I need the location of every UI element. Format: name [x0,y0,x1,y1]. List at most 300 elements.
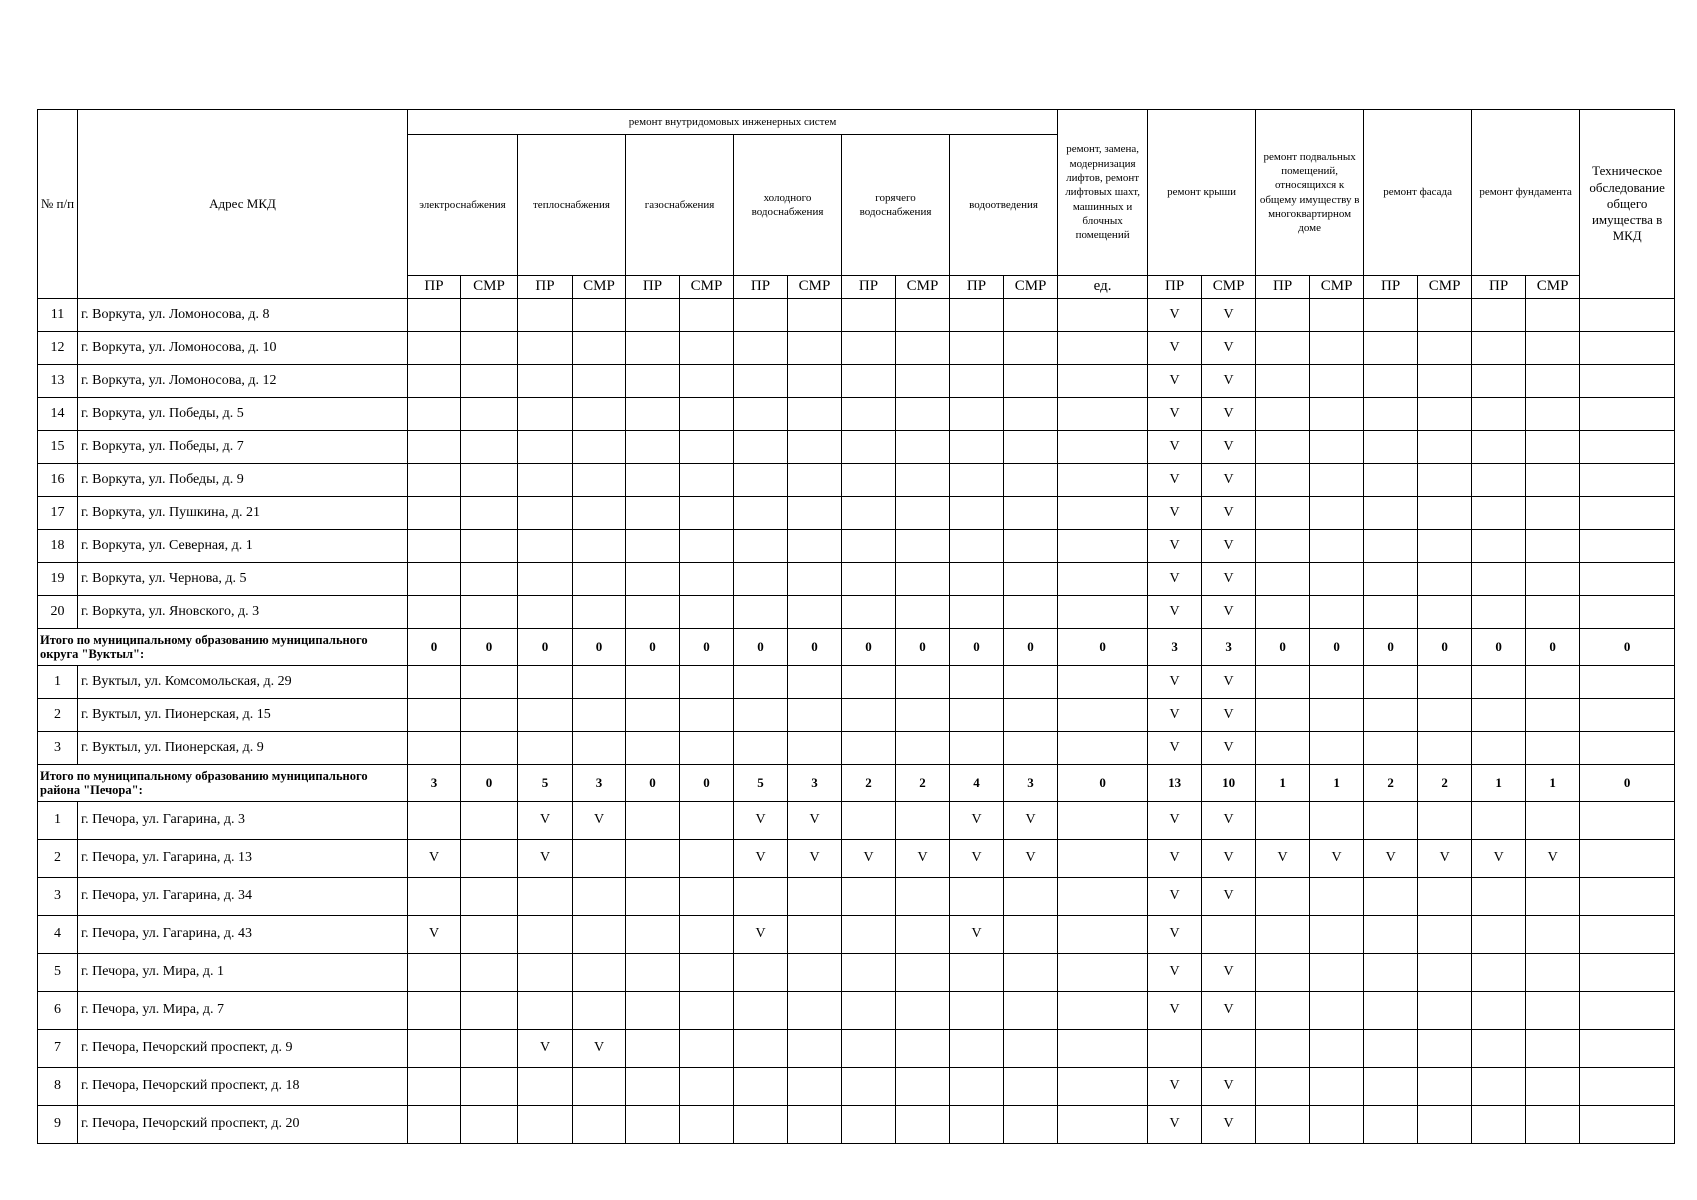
table-row [38,878,1675,916]
cell-value [950,530,1004,563]
cell-value [1526,398,1580,431]
row-address: г. Печора, Печорский проспект, д. 20 [78,1106,408,1144]
cell-value [1364,666,1418,699]
cell-value [950,299,1004,332]
cell-value: V [1148,299,1202,332]
row-address: г. Воркута, ул. Пушкина, д. 21 [78,497,408,530]
cell-value [1310,992,1364,1030]
cell-value [1256,878,1310,916]
cell-value [518,878,573,916]
cell-value [461,1030,518,1068]
subheader-smr-18: СМР [1418,276,1472,299]
cell-value [950,699,1004,732]
cell-value [1310,431,1364,464]
cell-value [950,1068,1004,1106]
cell-value: V [1202,497,1256,530]
cell-value [1418,666,1472,699]
cell-value [950,878,1004,916]
cell-value [1256,530,1310,563]
cell-value: V [1202,563,1256,596]
cell-value [518,666,573,699]
table-row [38,732,1675,765]
cell-value [1472,699,1526,732]
cell-value [788,916,842,954]
row-number: 2 [38,699,78,732]
cell-value [1580,732,1675,765]
cell-value [896,431,950,464]
cell-value [1310,916,1364,954]
cell-value [680,497,734,530]
capital-repair-table-sheet [37,109,1675,1144]
cell-value [680,332,734,365]
cell-value: V [1148,431,1202,464]
cell-value: V [1148,596,1202,629]
cell-value [1418,299,1472,332]
row-number: 12 [38,332,78,365]
cell-value: V [1148,1068,1202,1106]
cell-value [788,699,842,732]
cell-value [1364,992,1418,1030]
subheader-pr-6: ПР [734,276,788,299]
cell-value [842,1068,896,1106]
cell-value [1256,802,1310,840]
cell-value [1418,1030,1472,1068]
cell-value: 3 [1004,765,1058,802]
cell-value [1472,732,1526,765]
cell-value [896,497,950,530]
cell-value [1256,497,1310,530]
cell-value: V [573,1030,626,1068]
cell-value [1310,332,1364,365]
cell-value [1364,878,1418,916]
cell-value: V [1148,916,1202,954]
cell-value [1310,365,1364,398]
table-row [38,365,1675,398]
header-basement: ремонт подвальных помещений, относящихся к общему имуществу в многоквартирном доме [1256,110,1364,276]
cell-value [950,666,1004,699]
cell-value [680,699,734,732]
cell-value [896,699,950,732]
row-address: г. Воркута, ул. Чернова, д. 5 [78,563,408,596]
cell-value [1004,954,1058,992]
cell-value [842,878,896,916]
cell-value [734,596,788,629]
cell-value [896,992,950,1030]
cell-value [518,398,573,431]
cell-value [680,992,734,1030]
cell-value [1418,732,1472,765]
cell-value [842,563,896,596]
cell-value [896,954,950,992]
cell-value [1310,530,1364,563]
cell-value: 3 [1148,629,1202,666]
cell-value [626,1030,680,1068]
cell-value [461,530,518,563]
subheader-smr-3: СМР [573,276,626,299]
subheader-smr-7: СМР [788,276,842,299]
header-heat: теплоснабжения [518,135,626,276]
cell-value [1526,1106,1580,1144]
cell-value [461,365,518,398]
cell-value: 0 [461,765,518,802]
cell-value [734,563,788,596]
cell-value [1472,1106,1526,1144]
cell-value [734,1106,788,1144]
cell-value [1004,1030,1058,1068]
cell-value [518,732,573,765]
table-row [38,1030,1675,1068]
cell-value [461,596,518,629]
row-address: г. Воркута, ул. Победы, д. 9 [78,464,408,497]
cell-value [896,1106,950,1144]
row-number: 15 [38,431,78,464]
cell-value [1058,563,1148,596]
cell-value [1580,596,1675,629]
cell-value: 13 [1148,765,1202,802]
cell-value [573,398,626,431]
cell-value [1418,992,1472,1030]
row-address: г. Печора, Печорский проспект, д. 9 [78,1030,408,1068]
cell-value [1472,916,1526,954]
cell-value [680,916,734,954]
cell-value [896,464,950,497]
cell-value [573,299,626,332]
cell-value [626,497,680,530]
cell-value [788,431,842,464]
cell-value [1364,497,1418,530]
cell-value: V [1148,840,1202,878]
cell-value [950,398,1004,431]
cell-value [626,398,680,431]
cell-value: 0 [1004,629,1058,666]
cell-value [950,1030,1004,1068]
cell-value [408,954,461,992]
cell-value [461,802,518,840]
cell-value: V [950,916,1004,954]
cell-value: V [788,840,842,878]
cell-value [1256,464,1310,497]
cell-value [1310,954,1364,992]
cell-value [1004,563,1058,596]
cell-value [1580,916,1675,954]
cell-value [408,431,461,464]
cell-value [1472,596,1526,629]
cell-value: 0 [1310,629,1364,666]
cell-value [1256,431,1310,464]
cell-value [1580,992,1675,1030]
cell-value: V [1202,299,1256,332]
table-row [38,299,1675,332]
cell-value [896,398,950,431]
cell-value [680,563,734,596]
cell-value [626,992,680,1030]
table-row [38,666,1675,699]
cell-value [408,878,461,916]
cell-value [1526,916,1580,954]
cell-value [573,332,626,365]
cell-value [842,365,896,398]
cell-value [950,954,1004,992]
cell-value [1526,732,1580,765]
cell-value [896,299,950,332]
cell-value [461,431,518,464]
cell-value [573,596,626,629]
cell-value [1364,1106,1418,1144]
header-inspection: Техническое обследование общего имущества в МКД [1580,110,1675,299]
cell-value: V [1202,992,1256,1030]
cell-value: V [1202,802,1256,840]
cell-value [626,365,680,398]
cell-value: V [1148,563,1202,596]
table-row [38,699,1675,732]
cell-value [461,878,518,916]
row-number: 6 [38,992,78,1030]
cell-value [1418,431,1472,464]
row-address: г. Печора, ул. Гагарина, д. 13 [78,840,408,878]
row-number: 19 [38,563,78,596]
cell-value: 0 [1580,629,1675,666]
cell-value [896,596,950,629]
header-address: Адрес МКД [78,110,408,299]
cell-value [896,530,950,563]
cell-value [408,299,461,332]
row-number: 18 [38,530,78,563]
cell-value [1364,1030,1418,1068]
cell-value: V [518,802,573,840]
subheader-smr-16: СМР [1310,276,1364,299]
table-row [38,332,1675,365]
cell-value: V [1202,699,1256,732]
cell-value [626,1068,680,1106]
cell-value [408,699,461,732]
row-address: г. Вуктыл, ул. Комсомольская, д. 29 [78,666,408,699]
cell-value [950,596,1004,629]
cell-value: 2 [842,765,896,802]
cell-value [1004,916,1058,954]
cell-value [842,530,896,563]
subheader-pr-13: ПР [1148,276,1202,299]
cell-value [573,530,626,563]
cell-value [1418,802,1472,840]
cell-value: 2 [1364,765,1418,802]
row-number: 3 [38,732,78,765]
cell-value [680,431,734,464]
cell-value: V [1148,666,1202,699]
cell-value: V [1202,666,1256,699]
cell-value [1256,563,1310,596]
cell-value [461,1106,518,1144]
cell-value [1058,596,1148,629]
cell-value [680,954,734,992]
cell-value [1256,299,1310,332]
cell-value [1004,666,1058,699]
cell-value [1580,398,1675,431]
row-address: г. Печора, ул. Гагарина, д. 3 [78,802,408,840]
cell-value [680,398,734,431]
cell-value: V [734,840,788,878]
cell-value [734,732,788,765]
row-address: г. Печора, ул. Мира, д. 1 [78,954,408,992]
cell-value [1418,332,1472,365]
cell-value [1256,1030,1310,1068]
cell-value [842,732,896,765]
cell-value: V [734,802,788,840]
cell-value [1256,398,1310,431]
cell-value [518,1068,573,1106]
cell-value [1364,916,1418,954]
row-number: 4 [38,916,78,954]
cell-value: V [1148,878,1202,916]
cell-value [626,596,680,629]
cell-value [1418,398,1472,431]
total-row [38,765,1675,802]
table-row [38,530,1675,563]
cell-value: 10 [1202,765,1256,802]
cell-value [1364,802,1418,840]
cell-value [1364,563,1418,596]
cell-value [896,1068,950,1106]
cell-value: 3 [408,765,461,802]
cell-value [896,332,950,365]
cell-value [680,666,734,699]
cell-value: 1 [1526,765,1580,802]
cell-value [1472,299,1526,332]
cell-value [1310,666,1364,699]
cell-value [1058,699,1148,732]
total-row [38,629,1675,666]
cell-value [518,596,573,629]
cell-value [1418,563,1472,596]
cell-value [1058,299,1148,332]
cell-value [1580,840,1675,878]
cell-value: V [1148,1106,1202,1144]
cell-value [1418,1068,1472,1106]
cell-value [461,332,518,365]
cell-value: 0 [1526,629,1580,666]
cell-value [1418,699,1472,732]
cell-value [1310,398,1364,431]
cell-value [842,992,896,1030]
cell-value [461,699,518,732]
cell-value [950,1106,1004,1144]
cell-value [788,530,842,563]
cell-value [1058,365,1148,398]
header-electric: электроснабжения [408,135,518,276]
cell-value [1580,332,1675,365]
cell-value [1472,1030,1526,1068]
cell-value: V [896,840,950,878]
header-elevators: ремонт, замена, модернизация лифтов, ремонт лифтовых шахт, машинных и блочных помещений [1058,110,1148,276]
cell-value [1058,732,1148,765]
cell-value: V [1256,840,1310,878]
header-gas: газоснабжения [626,135,734,276]
cell-value: V [408,840,461,878]
cell-value [1472,1068,1526,1106]
cell-value [1202,916,1256,954]
cell-value [842,596,896,629]
cell-value [1058,1106,1148,1144]
cell-value: 0 [518,629,573,666]
cell-value [734,1068,788,1106]
cell-value: V [1148,398,1202,431]
cell-value [896,802,950,840]
cell-value [408,1068,461,1106]
cell-value [1310,563,1364,596]
subheader-smr-5: СМР [680,276,734,299]
cell-value [461,732,518,765]
cell-value [408,365,461,398]
cell-value: V [1202,431,1256,464]
cell-value [734,530,788,563]
cell-value [1472,332,1526,365]
cell-value: 0 [1418,629,1472,666]
cell-value [408,497,461,530]
cell-value [680,530,734,563]
cell-value [1472,666,1526,699]
cell-value: 0 [1364,629,1418,666]
cell-value [1364,530,1418,563]
cell-value [626,732,680,765]
table-row [38,563,1675,596]
row-number: 11 [38,299,78,332]
row-address: г. Воркута, ул. Яновского, д. 3 [78,596,408,629]
cell-value: V [1202,365,1256,398]
cell-value [1526,431,1580,464]
cell-value [518,332,573,365]
cell-value [1580,464,1675,497]
cell-value [842,431,896,464]
cell-value [734,299,788,332]
cell-value: V [1148,464,1202,497]
cell-value [1364,1068,1418,1106]
cell-value: 0 [788,629,842,666]
cell-value [788,497,842,530]
cell-value [680,1068,734,1106]
cell-value: 0 [842,629,896,666]
cell-value [1004,732,1058,765]
cell-value: 2 [1418,765,1472,802]
cell-value [1526,563,1580,596]
cell-value: 0 [626,629,680,666]
cell-value [788,365,842,398]
cell-value [461,954,518,992]
cell-value [1418,954,1472,992]
cell-value [788,992,842,1030]
cell-value [1526,332,1580,365]
cell-value [680,365,734,398]
cell-value [1256,732,1310,765]
cell-value [1310,497,1364,530]
cell-value [1310,464,1364,497]
cell-value [573,916,626,954]
cell-value [1058,497,1148,530]
cell-value [518,1106,573,1144]
cell-value [408,1106,461,1144]
subheader-pr-4: ПР [626,276,680,299]
table-row [38,464,1675,497]
cell-value [518,299,573,332]
subheader-pr-10: ПР [950,276,1004,299]
cell-value [1364,596,1418,629]
row-number: 13 [38,365,78,398]
cell-value: 0 [1058,765,1148,802]
cell-value [680,802,734,840]
cell-value [1058,464,1148,497]
cell-value [1256,992,1310,1030]
row-number: 5 [38,954,78,992]
cell-value: 0 [680,765,734,802]
cell-value [1472,464,1526,497]
